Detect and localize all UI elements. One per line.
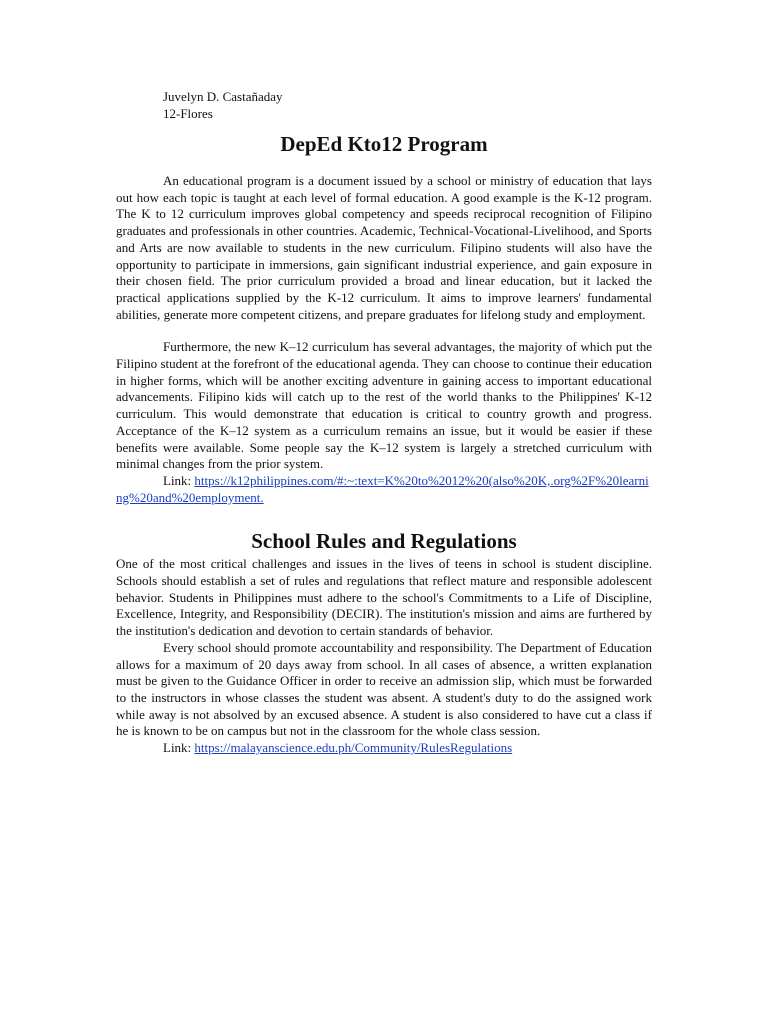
paragraph-k12-advantages: Furthermore, the new K–12 curriculum has several advantages, the majority of which put the Filipino student at the forefront of the educational agenda. They can choose to continue their education in higher forms, which will be another exciting adventure in gaining access to important educational advancements. Filipino kids will catch up to the rest of the world thanks to the Philippines' K-12 curriculum. This would demonstrate that education is critical to country growth and progress. Acceptance of the K–12 system as a curriculum remains an issue, but it would be easier if these benefits were available. Some people say the K–12 system is largely a stretched curriculum with minimal changes from the prior system.: [116, 339, 652, 472]
k12-source-link[interactable]: https://k12philippines.com/#:~:text=K%20to%2012%20(also%20K,.org%2F%20learning%20and%20employment.: [116, 472, 649, 505]
author-section: 12-Flores: [163, 106, 213, 121]
section-title-rules: School Rules and Regulations: [251, 529, 517, 554]
author-name: Juvelyn D. Castañaday: [163, 89, 283, 104]
section-title-k12: DepEd Kto12 Program: [280, 132, 488, 156]
document-page: [116, 88, 652, 757]
reference-link-rules: [116, 740, 652, 757]
paragraph-rules-accountability: Every school should promote accountability and responsibility. The Department of Education allows for a maximum of 20 days away from school. In all cases of absence, a written explanation must be given to the Guidance Officer in order to receive an admission slip, which must be forwarded to the instructors in whose classes the student was absent. A student's duty to do the assigned work while away is not absolved by an excused absence. A student is also considered to have cut a class if he is known to be on campus but not in the classroom for the whole class session.: [116, 639, 652, 739]
paragraph-k12-intro: An educational program is a document issued by a school or ministry of education that lays out how each topic is taught at each level of formal education. A good example is the K-12 program. The K to 12 curriculum improves global competency and speeds reciprocal recognition of Filipino graduates and professionals in other countries. Academic, Technical-Vocational-Livelihood, and Sports and Arts are now available to students in the new curriculum. Filipino students will also have the opportunity to participate in immersions, gain significant industrial experience, and gain exposure in their chosen field. The prior curriculum provided a broad and linear education, but it lacked the practical applications supplied by the K-12 curriculum. It aims to improve learners' fundamental abilities, generate more competent citizens, and prepare graduates for lifelong study and employment.: [116, 173, 652, 322]
link-label: Link:: [163, 740, 192, 756]
reference-link-k12: [116, 473, 652, 506]
link-label: Link:: [163, 472, 192, 488]
rules-source-link[interactable]: https://malayanscience.edu.ph/Community/RulesRegulations: [194, 740, 513, 756]
paragraph-rules-discipline: One of the most critical challenges and issues in the lives of teens in school is student discipline. Schools should establish a set of rules and regulations that reflect mature and responsible adolescent behavior. Students in Philippines must adhere to the school's Commitments to a Life of Discipline, Excellence, Integrity, and Responsibility (DECIR). The institution's mission and aims are furthered by the institution's dedication and devotion to certain standards of behavior.: [116, 556, 652, 639]
